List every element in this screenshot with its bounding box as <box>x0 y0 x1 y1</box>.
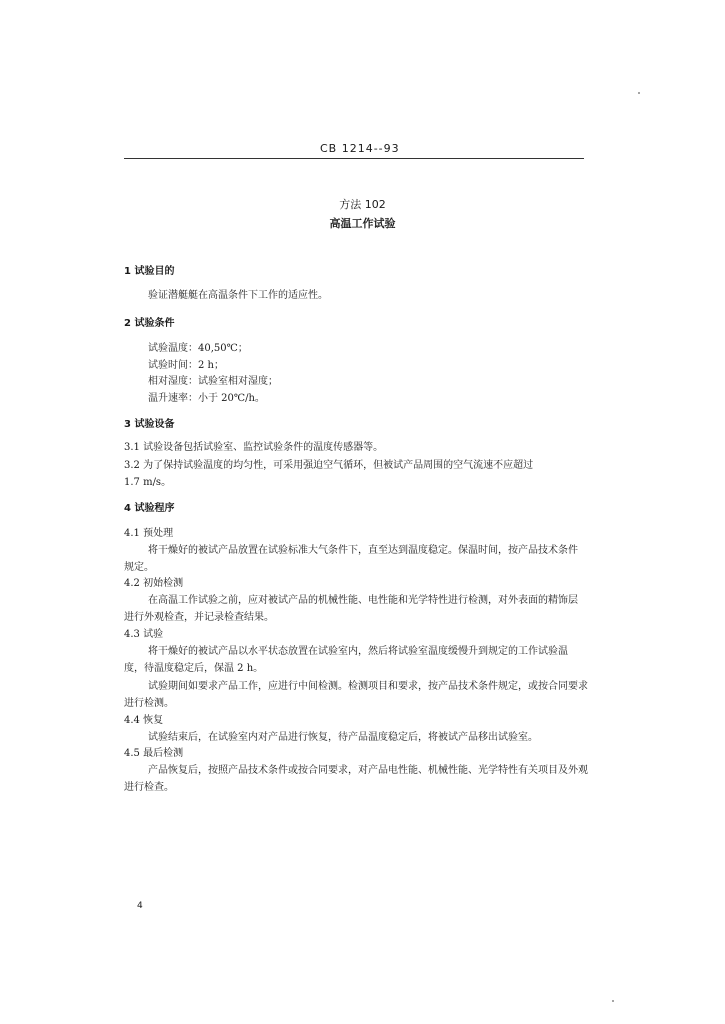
clause-3-1: 3.1 试验设备包括试验室、监控试验条件的温度传感器等。 <box>124 442 384 453</box>
clause-4-1-heading: 4.1 预处理 <box>124 528 174 539</box>
page-number: 4 <box>137 901 143 911</box>
header-rule <box>124 158 584 159</box>
scan-speck <box>612 1000 614 1002</box>
clause-4-1-text-cont: 规定。 <box>124 562 154 573</box>
section-heading-purpose: 1 试验目的 <box>124 266 175 277</box>
condition-time: 试验时间：2 h； <box>148 360 224 371</box>
clause-4-5-heading: 4.5 最后检测 <box>124 748 184 759</box>
clause-4-4-heading: 4.4 恢复 <box>124 715 164 726</box>
section-heading-conditions: 2 试验条件 <box>124 318 175 329</box>
clause-4-5-text-cont: 进行检查。 <box>124 782 174 793</box>
clause-4-2-text: 在高温工作试验之前，应对被试产品的机械性能、电性能和光学特性进行检测，对外表面的精饰层 <box>148 595 578 606</box>
condition-rate: 温升速率：小于 20℃/h。 <box>148 393 265 404</box>
clause-4-2-text-cont: 进行外观检查，并记录检查结果。 <box>124 612 274 623</box>
clause-4-3-heading: 4.3 试验 <box>124 629 164 640</box>
condition-humidity: 相对湿度：试验室相对湿度； <box>148 376 278 387</box>
clause-4-3-text-cont: 度，待温度稳定后，保温 2 h。 <box>124 663 264 674</box>
paragraph: 验证潜艇艇在高温条件下工作的适应性。 <box>148 290 328 301</box>
section-heading-equipment: 3 试验设备 <box>124 419 175 430</box>
condition-temperature: 试验温度：40,50℃； <box>148 343 248 354</box>
scan-speck <box>638 92 640 94</box>
clause-4-1-text: 将干燥好的被试产品放置在试验标准大气条件下，直至达到温度稳定。保温时间，按产品技术条件 <box>148 545 578 556</box>
section-heading-procedure: 4 试验程序 <box>124 503 175 514</box>
clause-4-4-text: 试验结束后，在试验室内对产品进行恢复，待产品温度稳定后，将被试产品移出试验室。 <box>148 732 538 743</box>
clause-4-3-text-2: 试验期间如要求产品工作，应进行中间检测。检测项目和要求，按产品技术条件规定，或按合同要求 <box>148 681 588 692</box>
clause-4-3-text-2-cont: 进行检测。 <box>124 698 174 709</box>
clause-4-3-text: 将干燥好的被试产品以水平状态放置在试验室内，然后将试验室温度缓慢升到规定的工作试验温 <box>148 646 568 657</box>
method-number: 方法 102 <box>339 198 386 211</box>
clause-4-2-heading: 4.2 初始检测 <box>124 578 184 589</box>
document-code: CB 1214--93 <box>320 142 400 155</box>
method-title: 高温工作试验 <box>329 217 396 230</box>
clause-3-2: 3.2 为了保持试验温度的均匀性，可采用强迫空气循环，但被试产品周围的空气流速不应超过 <box>124 460 534 471</box>
clause-4-5-text: 产品恢复后，按照产品技术条件或按合同要求，对产品电性能、机械性能、光学特性有关项目及外观 <box>148 765 588 776</box>
clause-3-2-cont: 1.7 m/s。 <box>124 477 172 488</box>
